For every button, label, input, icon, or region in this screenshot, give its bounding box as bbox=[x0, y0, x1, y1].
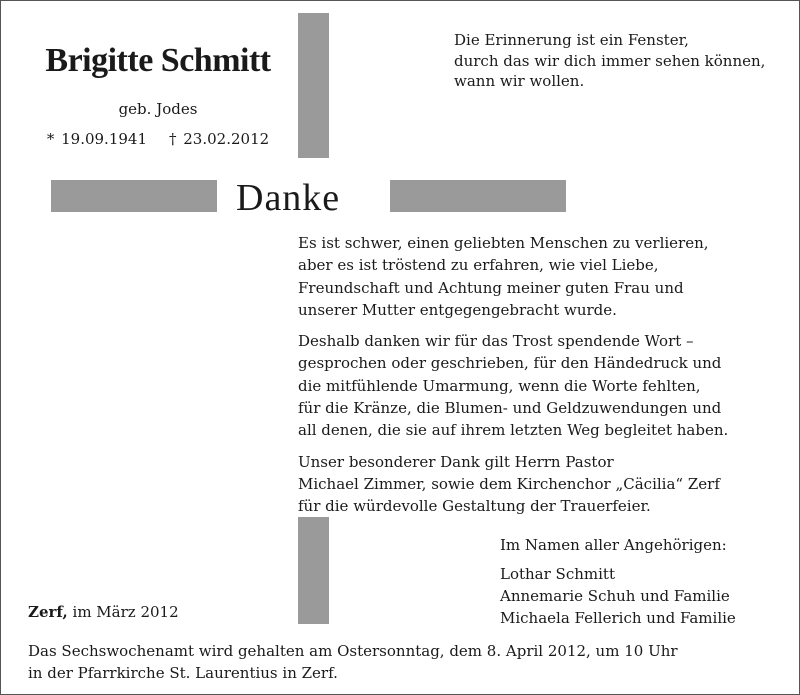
text-line: Es ist schwer, einen geliebten Menschen zu verlieren, bbox=[298, 234, 709, 252]
signatory: Lothar Schmitt bbox=[500, 565, 615, 583]
text-line: all denen, die sie auf ihrem letzten Weg begleitet haben. bbox=[298, 421, 729, 440]
signatory: Annemarie Schuh und Familie bbox=[500, 587, 730, 605]
birth-date: * 19.09.1941 bbox=[46, 130, 147, 148]
footer-line: in der Pfarrkirche St. Laurentius in Zerf. bbox=[28, 664, 338, 682]
paragraph bbox=[298, 451, 728, 518]
birth-name: geb. Jodes bbox=[118, 100, 198, 118]
paragraph bbox=[298, 330, 728, 441]
quote-line: Die Erinnerung ist ein Fenster, bbox=[454, 31, 689, 49]
text-line: Freundschaft und Achtung meiner guten Frau und bbox=[298, 278, 684, 297]
text-line: für die würdevolle Gestaltung der Trauerfeier. bbox=[298, 497, 651, 516]
cross-left-bar bbox=[51, 180, 217, 212]
place-name: Zerf, bbox=[28, 603, 68, 621]
signature-intro: Im Namen aller Angehörigen: bbox=[500, 536, 727, 554]
mass-announcement bbox=[28, 640, 678, 684]
text-line: für die Kränze, die Blumen- und Geldzuwendungen und bbox=[298, 399, 722, 418]
signatory: Michaela Fellerich und Familie bbox=[500, 609, 736, 627]
cross-right-bar bbox=[390, 180, 566, 212]
text-line: Deshalb danken wir für das Trost spendende Wort – bbox=[298, 332, 694, 351]
text-line: aber es ist tröstend zu erfahren, wie viel Liebe, bbox=[298, 256, 659, 275]
deceased-name: Brigitte Schmitt bbox=[45, 42, 271, 79]
footer-line: Das Sechswochenamt wird gehalten am Ostersonntag, dem 8. April 2012, um 10 Uhr bbox=[28, 642, 678, 660]
death-date: † 23.02.2012 bbox=[169, 130, 270, 148]
text-line: Unser besonderer Dank gilt Herrn Pastor bbox=[298, 452, 614, 471]
quote-line: durch das wir dich immer sehen können, bbox=[454, 51, 766, 70]
date-text: im März 2012 bbox=[67, 603, 179, 621]
cross-bottom-bar bbox=[298, 517, 329, 624]
thanks-text bbox=[298, 232, 728, 527]
signature-block bbox=[500, 534, 736, 629]
paragraph bbox=[298, 232, 728, 321]
memorial-quote bbox=[454, 30, 765, 92]
cross-top-bar bbox=[298, 13, 329, 158]
thanks-heading: Danke bbox=[236, 177, 341, 219]
place-date bbox=[28, 603, 179, 621]
quote-line: wann wir wollen. bbox=[454, 72, 585, 90]
text-line: gesprochen oder geschrieben, für den Händedruck und bbox=[298, 354, 722, 373]
text-line: unserer Mutter entgegengebracht wurde. bbox=[298, 300, 617, 319]
text-line: Michael Zimmer, sowie dem Kirchenchor „Cäcilia“ Zerf bbox=[298, 474, 720, 493]
text-line: die mitfühlende Umarmung, wenn die Worte fehlten, bbox=[298, 376, 701, 395]
life-dates bbox=[28, 130, 288, 148]
